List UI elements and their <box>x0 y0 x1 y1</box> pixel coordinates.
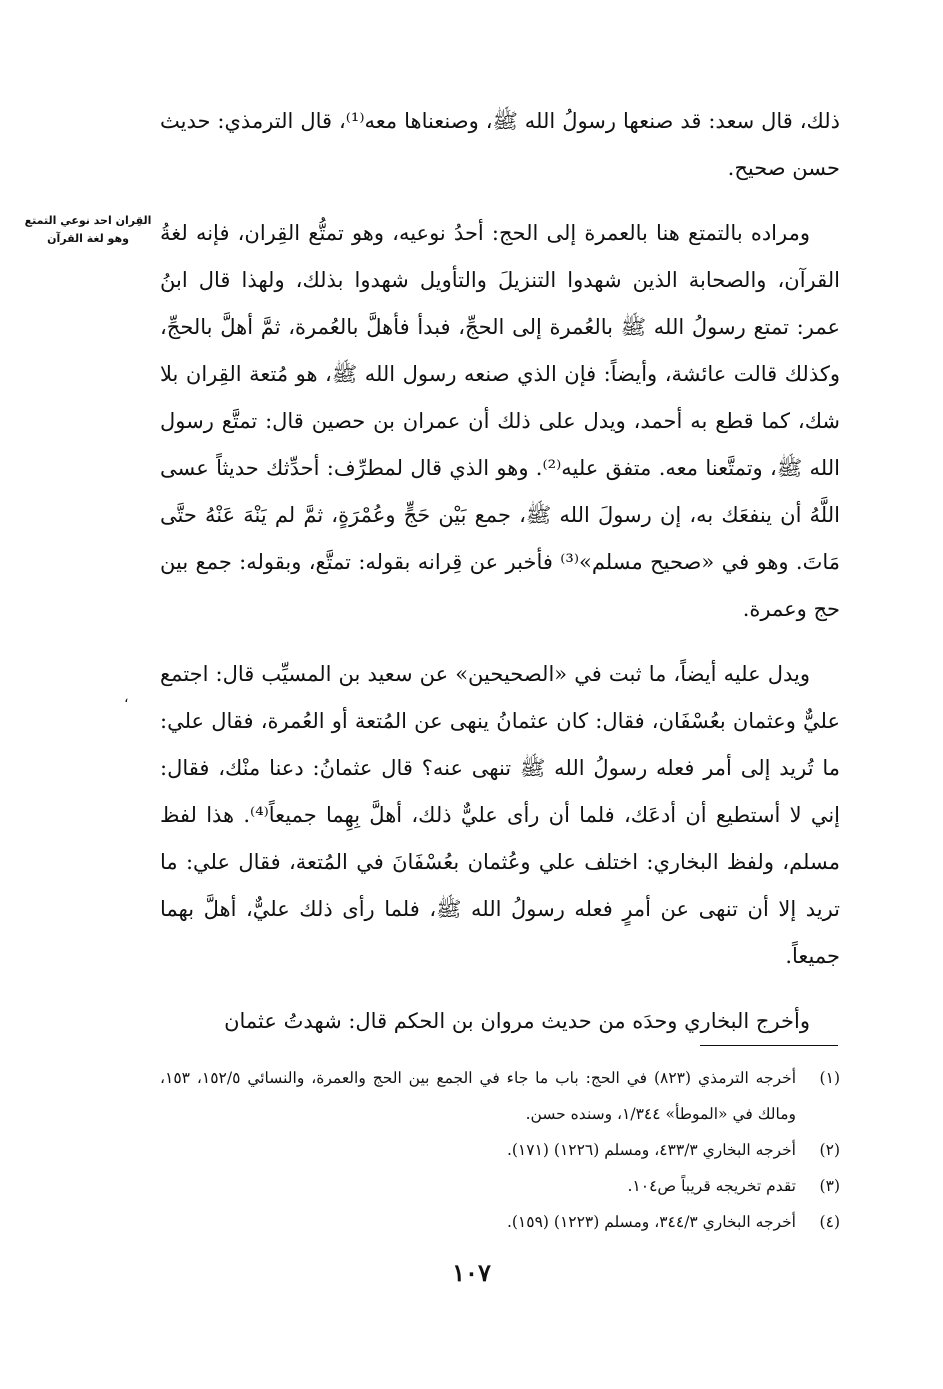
footnote-1 <box>160 1060 840 1132</box>
paragraph-3: ويدل عليه أيضاً، ما ثبت في «الصحيحين» عن سعيد بن المسيِّب قال: اجتمع عليٌّ وعثمان بعُسْفَان، فقال: كان عثمانُ ينهى عن المُتعة أو العُمرة، فقال علي: ما تُريد إلى أمر فعله رسولُ الله ﷺ تنهى عنه؟ قال عثمانُ: دعنا منْك، فقال: إني لا أستطيع أن أدعَك، فلما أن رأى عليٌّ ذلك، أهلَّ بِهِما جميعاً⁽⁴⁾. هذا لفظ مسلم، ولفظ البخاري: اختلف علي وعُثمان بعُسْفَانَ في المُتعة، فقال علي: ما تريد إلا أن تنهى عن أمرٍ فعله رسولُ الله ﷺ، فلما رأى ذلك عليٌّ، أهلَّ بهما جميعاً. <box>160 662 841 968</box>
paragraph-1: ذلك، قال سعد: قد صنعها رسولُ الله ﷺ، وصنعناها معه⁽¹⁾، قال الترمذي: حديث حسن صحيح. <box>160 109 841 180</box>
footnote-text: أخرجه البخاري ٤٣٣/٣، ومسلم (١٢٢٦) (١٧١). <box>506 1141 796 1159</box>
footnote-separator <box>700 1045 838 1046</box>
footnotes <box>160 1060 840 1240</box>
footnote-number: (١) <box>819 1069 840 1087</box>
footnote-text: تقدم تخريجه قريباً ص١٠٤. <box>627 1177 796 1195</box>
footnote-3 <box>160 1168 840 1204</box>
footnote-number: (٣) <box>819 1177 840 1195</box>
paragraph-4: وأخرج البخاري وحدَه من حديث مروان بن الحكم قال: شهدتُ عثمان <box>224 1009 810 1033</box>
footnote-number: (٢) <box>819 1141 840 1159</box>
page-number: ١٠٧ <box>452 1258 491 1287</box>
margin-mark: ، <box>124 690 129 706</box>
main-text <box>160 98 840 1063</box>
footnote-text: أخرجه البخاري ٣٤٤/٣، ومسلم (١٢٢٣) (١٥٩). <box>506 1213 796 1231</box>
footnote-text: أخرجه الترمذي (٨٢٣) في الحج: باب ما جاء في الجمع بين الحج والعمرة، والنسائي ١٥٢/٥، ١٥٣، ومالك في «الموطأ» ١/٣٤٤، وسنده حسن. <box>160 1069 797 1123</box>
footnote-number: (٤) <box>819 1213 840 1231</box>
margin-side-note: القِران احد نوعي التمتع وهو لغة القرآن <box>24 214 152 245</box>
paragraph-2: ومراده بالتمتع هنا بالعمرة إلى الحج: أحدُ نوعيه، وهو تمتُّع القِران، فإنه لغةُ القرآن، والصحابة الذين شهدوا التنزيلَ والتأويل شهدوا بذلك، ولهذا قال ابنُ عمر: تمتع رسولُ الله ﷺ بالعُمرة إلى الحجِّ، فبدأ فأهلَّ بالعُمرة، ثمَّ أهلَّ بالحجِّ، وكذلك قالت عائشة، وأيضاً: فإن الذي صنعه رسول الله ﷺ، هو مُتعة القِران بلا شك، كما قطع به أحمد، ويدل على ذلك أن عمران بن حصين قال: تمتَّع رسول الله ﷺ، وتمتَّعنا معه. متفق عليه⁽²⁾. وهو الذي قال لمطرِّف: أحدِّثك حديثاً عسى اللَّهُ أن ينفعَك به، إن رسولَ الله ﷺ، جمع بَيْن حَجٍّ وعُمْرَةٍ، ثمَّ لم يَنْهَ عَنْهُ حتَّى مَاتَ. وهو في «صحيح مسلم»⁽³⁾ فأخبر عن قِرانه بقوله: تمتَّع، وبقوله: جمع بين حج وعمرة. <box>160 221 840 621</box>
footnote-4 <box>160 1204 840 1240</box>
footnote-2 <box>160 1132 840 1168</box>
